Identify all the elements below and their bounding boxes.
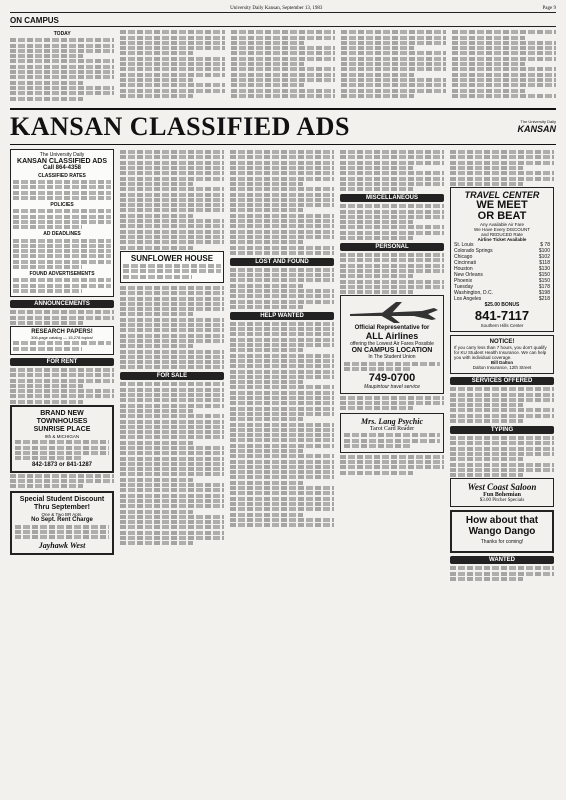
airplane-icon [344, 299, 440, 325]
banner-title: KANSAN CLASSIFIED ADS [10, 111, 350, 141]
united-t4: ON CAMPUS LOCATION [351, 347, 433, 355]
united-brand: Maupintour travel service [364, 384, 420, 391]
notice-body: If you carry less than 7 hours, you don't qualify for KU Student Health Insurance. We can help you with individual coverage. [454, 345, 547, 361]
running-header [10, 6, 556, 13]
research-title: RESEARCH PAPERS! [31, 329, 93, 336]
personal-header: PERSONAL [340, 243, 444, 251]
townhouse-ad [10, 405, 114, 472]
classbox-title2: KANSAN CLASSIFIED ADS [17, 157, 107, 165]
runhead-right: Page 9 [542, 6, 556, 11]
student-t3: No Sept. Rent Charge [31, 517, 93, 524]
research-papers-ad [10, 326, 114, 355]
kansan-logo [517, 119, 556, 134]
travel-center-ad [450, 187, 554, 332]
wango-t2: Thanks for coming! [480, 539, 524, 546]
newspaper-page [10, 6, 556, 794]
fare-list [454, 242, 550, 302]
fare-row: St. Louis $ 78 [454, 242, 550, 249]
campus-col-1 [10, 29, 114, 102]
wango-dango-ad [450, 510, 554, 553]
typing-header: TYPING [450, 426, 554, 434]
united-t3: offering the Lowest Air Fares Possible [350, 341, 434, 348]
campus-col-3 [231, 29, 335, 102]
policies-title: POLICIES [50, 202, 74, 209]
westcoast-t2: Fun Bohemian [483, 492, 521, 499]
campus-col-5 [452, 29, 556, 102]
deadlines-title: AD DEADLINES [43, 231, 81, 238]
classified-col-1 [10, 149, 114, 582]
announcements-header: ANNOUNCEMENTS [10, 300, 114, 308]
for-sale-header: FOR SALE [120, 372, 224, 380]
classified-col-4 [340, 149, 444, 582]
fare-row: Los Angeles $218 [454, 296, 550, 303]
section-label: ON CAMPUS [10, 16, 59, 25]
fare-row: New Orleans $150 [454, 272, 550, 279]
logo-top: The University Daily [520, 119, 556, 125]
fare-row: Houston $130 [454, 266, 550, 273]
classified-col-3 [230, 149, 334, 582]
westcoast-t3: $3.00 Pitcher Specials [479, 498, 525, 504]
classified-banner [10, 108, 556, 145]
west-coast-saloon-ad [450, 478, 554, 507]
jayhawk-west-logo: Jayhawk West [38, 540, 86, 550]
classified-col-5 [450, 149, 554, 582]
travel-bonus: $25.00 BONUS [484, 302, 520, 309]
classbox-phone: Call 864-4358 [42, 164, 82, 171]
classified-col-2 [120, 149, 224, 582]
found-title: FOUND ADVERTISEMENTS [29, 271, 95, 278]
student-t1: Special Student Discount Thru September! [19, 496, 105, 512]
townhouse-t1: BRAND NEW TOWNHOUSES [36, 410, 88, 426]
logo-name: KANSAN [517, 124, 556, 135]
wango-t1: How about that Wango Dango [465, 515, 539, 538]
united-airlines-ad [340, 295, 444, 394]
help-wanted-header: HELP WANTED [230, 312, 334, 320]
united-phone: 749-0700 [368, 372, 416, 385]
student-t2: One & Two BR Apts. [41, 512, 83, 518]
travel-reduced: and REDUCED Rate [481, 232, 523, 238]
lost-found-header: LOST AND FOUND [230, 258, 334, 266]
travel-or-beat: OR BEAT [477, 210, 527, 223]
services-header: SERVICES OFFERED [450, 377, 554, 385]
travel-phone: 841-7117 [474, 308, 530, 324]
psychic-ad [340, 413, 444, 453]
townhouse-t2: SUNRISE PLACE [33, 426, 91, 434]
psychic-t1: Mrs. Lang Psychic [361, 417, 423, 427]
fare-row: Washington, D.C. $198 [454, 290, 550, 297]
united-t1: Official Representative for [354, 325, 430, 332]
travel-airline: Airline Ticket Available [477, 237, 527, 243]
sunflower-house-ad [120, 251, 224, 283]
campus-col-4 [341, 29, 445, 102]
for-rent-header: FOR RENT [10, 358, 114, 366]
campus-columns [10, 29, 556, 102]
section-rule [10, 26, 556, 27]
united-t2: ALL Airlines [365, 331, 419, 342]
townhouse-phone: 842-1873 or 841-1287 [31, 461, 93, 468]
classbox-title1: The University Daily [39, 151, 85, 158]
student-discount-ad [10, 491, 114, 554]
fare-row: Phoenix $150 [454, 278, 550, 285]
travel-center-name: TRAVEL CENTER [464, 190, 540, 201]
fare-row: Colorado Springs $100 [454, 248, 550, 255]
wanted-header: WANTED [450, 556, 554, 564]
sunflower-title: SUNFLOWER HOUSE [130, 253, 214, 263]
united-t5: In The Student Union [368, 354, 416, 361]
notice-firm: Dalton Insurance, 12th Street [472, 365, 532, 371]
runhead-center: University Daily Kansan, September 13, 1983 [230, 6, 323, 11]
notice-name: Bill Dalton [490, 360, 514, 366]
psychic-t2: Tarot Card Reader [369, 426, 415, 433]
classified-rates-box [10, 149, 114, 297]
campus-col-2 [120, 29, 224, 102]
misc-header: MISCELLANEOUS [340, 194, 444, 202]
travel-any: Any Available Air Fare [480, 222, 524, 228]
notice-ad [450, 335, 554, 374]
rates-title: CLASSIFIED RATES [38, 172, 86, 179]
travel-lower: We Have Every DISCOUNT [474, 227, 530, 233]
campus-today: TODAY [53, 31, 71, 37]
fare-row: Chicago $102 [454, 254, 550, 261]
fare-row: Cincinnati $118 [454, 260, 550, 267]
classified-grid [10, 149, 556, 582]
notice-title: NOTICE! [489, 339, 515, 346]
research-sub: 306-page catalog — 15,278 topics! [30, 335, 94, 341]
westcoast-t1: West Coast Saloon [467, 482, 537, 493]
townhouse-t3: 9th & MICHIGAN [44, 434, 80, 440]
travel-addr: Southern Hills Center [480, 323, 524, 329]
travel-we-meet: WE MEET [476, 199, 528, 212]
fare-row: Tuesday $178 [454, 284, 550, 291]
